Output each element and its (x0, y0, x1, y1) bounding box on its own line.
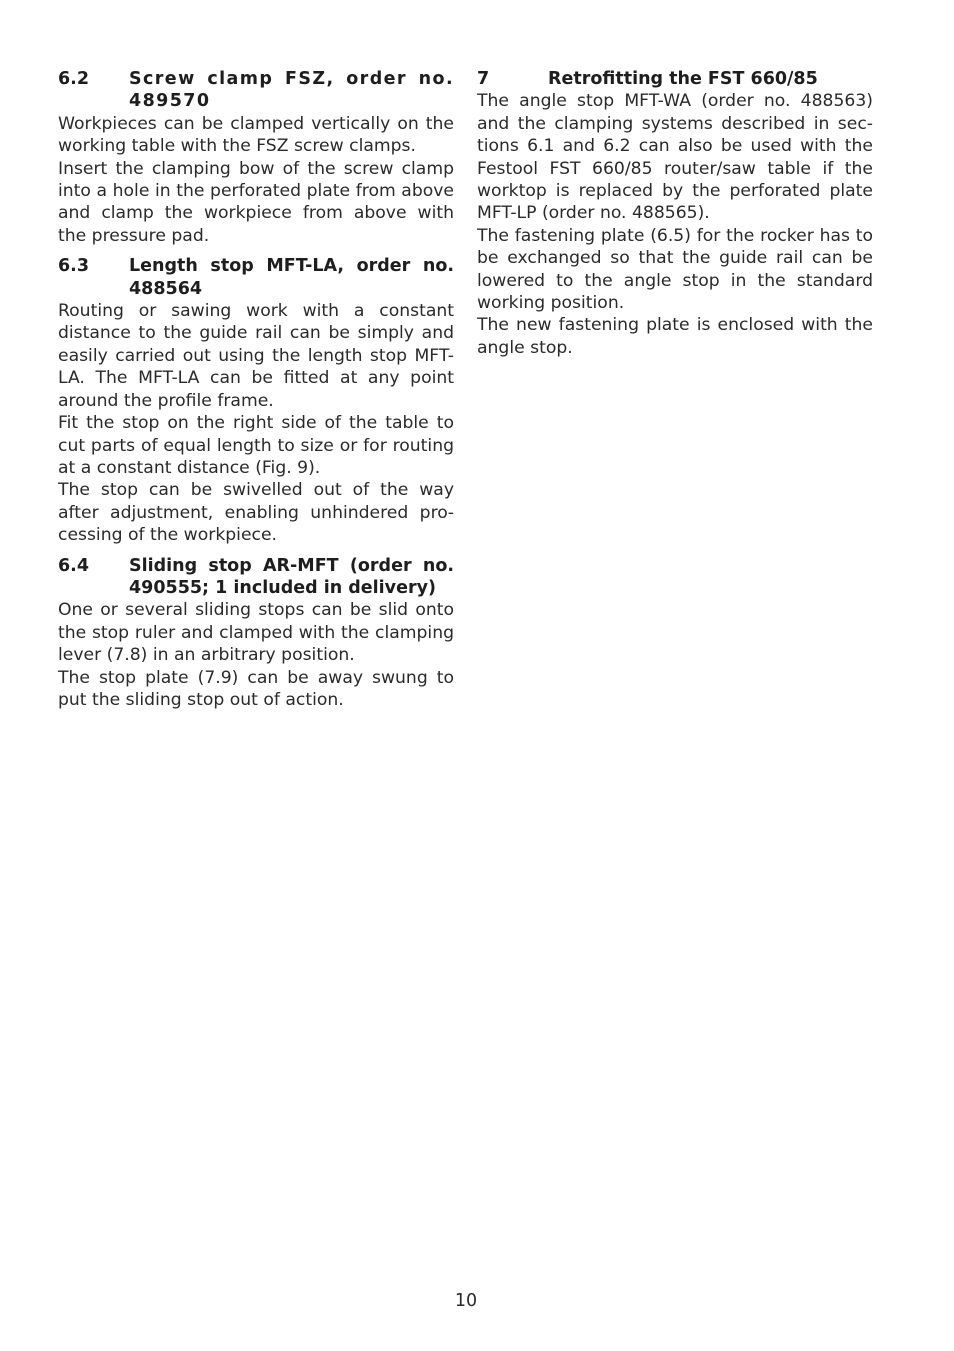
section-heading (58, 255, 454, 300)
paragraph: The fastening plate (6.5) for the rocker has to be exchanged so that the guide rail can be lowered to the angle stop in the standard working position. (477, 225, 873, 314)
section-title: Retrofitting the FST 660/85 (548, 69, 818, 89)
section-title: Sliding stop AR-MFT (order no. 490555; 1 included in delivery) (129, 555, 454, 598)
paragraph: Insert the clamping bow of the screw clamp into a hole in the perforated plate from above and clamp the workpiece from above with the pressure pad. (58, 158, 454, 246)
section-heading (477, 68, 873, 90)
paragraph: The stop can be swivelled out of the way after adjustment, enabling unhindered processing of the workpiece. (58, 480, 454, 546)
section-heading (58, 68, 454, 113)
paragraph: Fit the stop on the right side of the table to cut parts of equal length to size or for routing at a constant distance (Fig. 9). (58, 413, 454, 478)
paragraph: The angle stop MFT-WA (order no. 488563) and the clamping systems described in sections 6.1 and 6.2 can also be used with the Festool FST 660/85 router/saw table if the worktop is replaced by the perforated plate MFT-LP (order no. 488565). (477, 91, 873, 224)
section-7 (477, 68, 873, 359)
left-column (58, 68, 454, 719)
section-number: 6.4 (58, 555, 90, 576)
section-number: 6.2 (58, 69, 90, 89)
page-number: 10 (454, 1291, 478, 1311)
section-6-3 (58, 255, 454, 546)
section-title: Screw clamp FSZ, order no. 489570 (129, 69, 454, 112)
paragraph: The stop plate (7.9) can be away swung to put the sliding stop out of action. (58, 667, 454, 710)
section-6-2 (58, 68, 454, 247)
paragraph: One or several sliding stops can be slid onto the stop ruler and clamped with the clamping lever (7.8) in an arbitrary position. (58, 600, 454, 666)
section-title: Length stop MFT-LA, order no. 488564 (129, 256, 454, 299)
paragraph: Routing or sawing work with a constant distance to the guide rail can be simply and easily carried out using the length stop MFT-LA. The MFT-LA can be fitted at any point around the profile frame. (58, 301, 454, 411)
paragraph: Workpieces can be clamped vertically on the working table with the FSZ screw clamps. (58, 113, 454, 157)
right-column (477, 68, 873, 367)
section-number: 7 (477, 69, 490, 89)
section-number: 6.3 (58, 256, 90, 277)
paragraph: The new fastening plate is enclosed with the angle stop. (477, 315, 873, 358)
section-6-4 (58, 555, 454, 712)
section-heading (58, 555, 454, 600)
